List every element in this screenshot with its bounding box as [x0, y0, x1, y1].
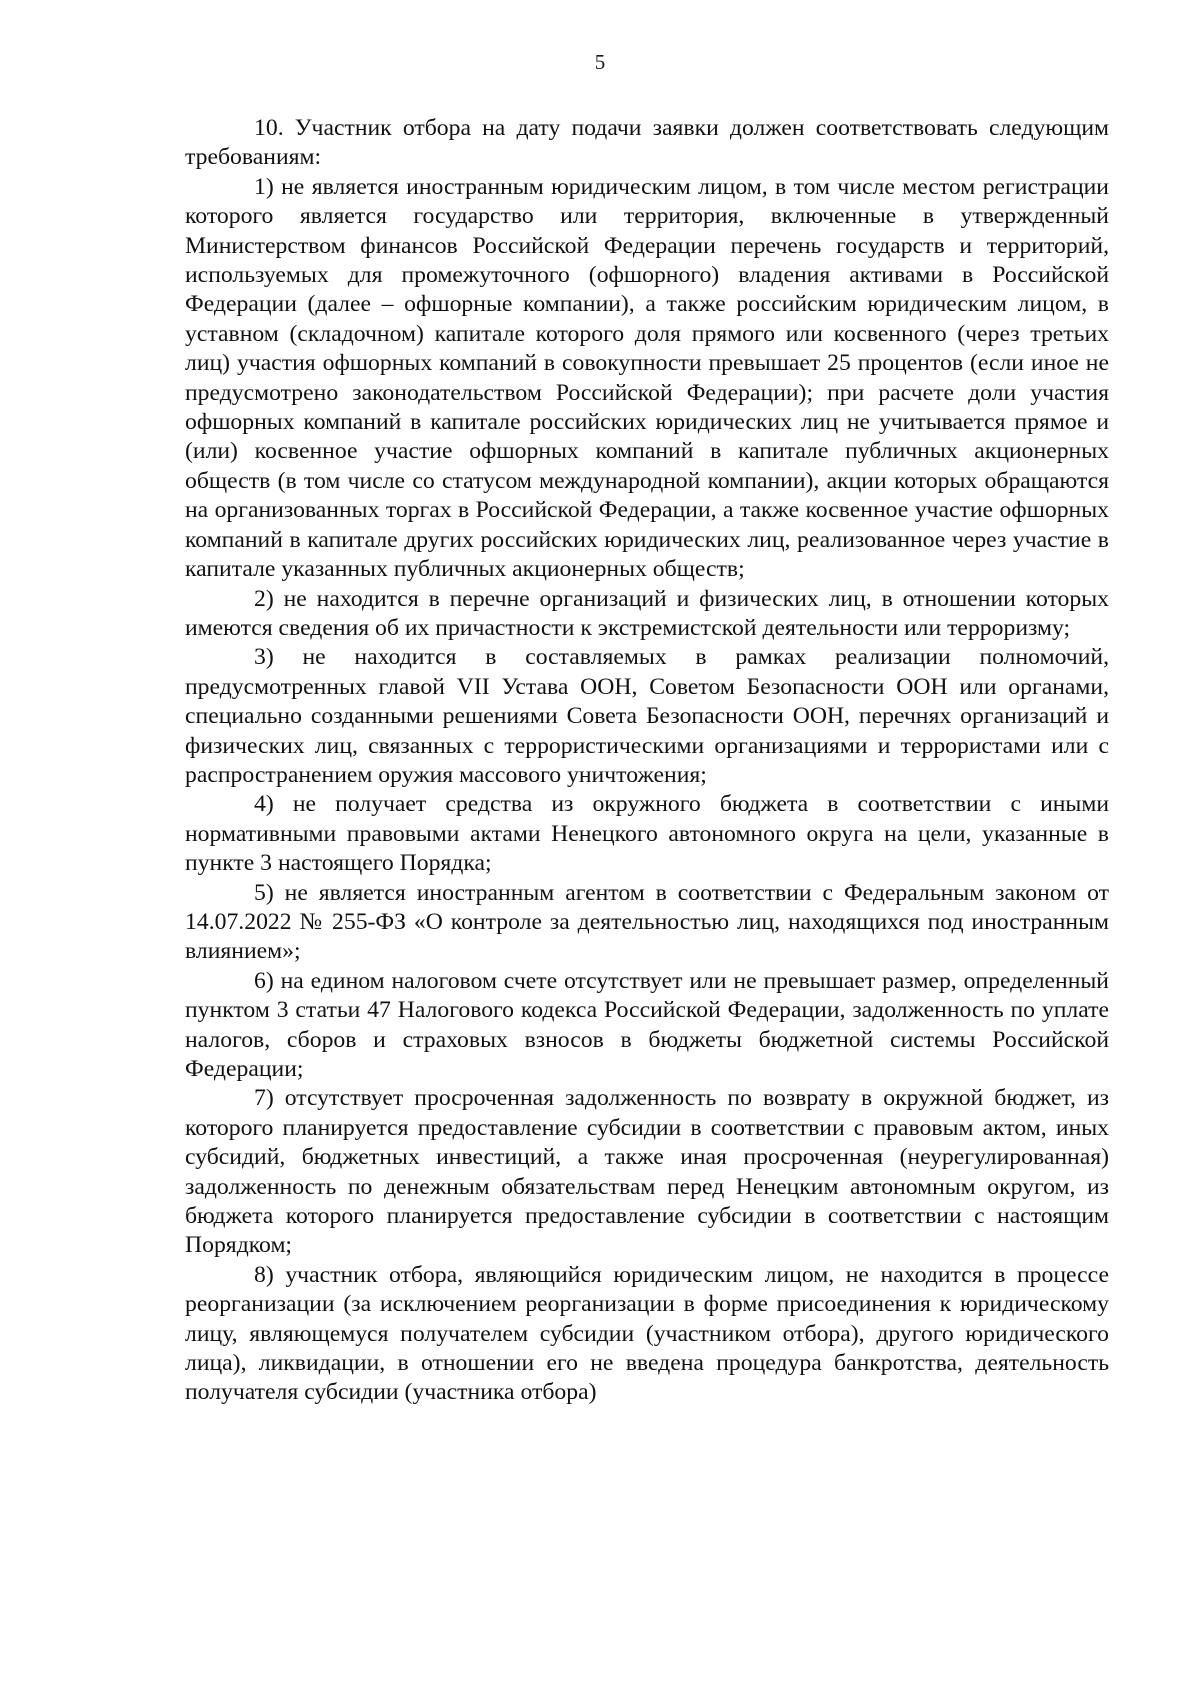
- paragraph-requirement-8: 8) участник отбора, являющийся юридическим лицом, не находится в процессе реорганизации (за исключением реорганизации в форме присоединения к юридическому лицу, являющемуся получателем субсидии (участником отбора), другого юридического лица), ликвидации, в отношении его не введена процедура банкротства, деятельность получателя субсидии (участника отбора): [185, 1261, 1109, 1406]
- paragraph-requirement-5: 5) не является иностранным агентом в соответствии с Федеральным законом от 14.07.2022 № 255-ФЗ «О контроле за деятельностью лиц, находящихся под иностранным влиянием»;: [185, 879, 1109, 965]
- document-body: [185, 114, 1109, 1408]
- paragraph-requirement-4: 4) не получает средства из окружного бюджета в соответствии с иными нормативными правовыми актами Ненецкого автономного округа на цели, указанные в пункте 3 настоящего Порядка;: [185, 791, 1109, 877]
- paragraph-requirement-6: 6) на едином налоговом счете отсутствует или не превышает размер, определенный пунктом 3 статьи 47 Налогового кодекса Российской Федерации, задолженность по уплате налогов, сборов и страховых взносов в бюджеты бюджетной системы Российской Федерации;: [185, 967, 1109, 1082]
- page-number: 5: [594, 50, 606, 74]
- paragraph-clause-10: 10. Участник отбора на дату подачи заявки должен соответствовать следующим требованиям:: [185, 115, 1109, 171]
- paragraph-requirement-7: 7) отсутствует просроченная задолженность по возврату в окружной бюджет, из которого планируется предоставление субсидии в соответствии с правовым актом, иных субсидий, бюджетных инвестиций, а также иная просроченная (неурегулированная) задолженность по денежным обязательствам перед Ненецким автономным округом, из бюджета которого планируется предоставление субсидии в соответствии с настоящим Порядком;: [185, 1085, 1109, 1259]
- paragraph-requirement-1: 1) не является иностранным юридическим лицом, в том числе местом регистрации которого является государство или территория, включенные в утвержденный Министерством финансов Российской Федерации перечень государств и территорий, используемых для промежуточного (офшорного) владения активами в Российской Федерации (далее – офшорные компании), а также российским юридическим лицом, в уставном (складочном) капитале которого доля прямого или косвенного (через третьих лиц) участия офшорных компаний в совокупности превышает 25 процентов (если иное не предусмотрено законодательством Российской Федерации); при расчете доли участия офшорных компаний в капитале российских юридических лиц не учитывается прямое и (или) косвенное участие офшорных компаний в капитале публичных акционерных обществ (в том числе со статусом международной компании), акции которых обращаются на организованных торгах в Российской Федерации, а также косвенное участие офшорных компаний в капитале других российских юридических лиц, реализованное через участие в капитале указанных публичных акционерных обществ;: [185, 173, 1109, 583]
- paragraph-requirement-2: 2) не находится в перечне организаций и физических лиц, в отношении которых имеются сведения об их причастности к экстремистской деятельности или терроризму;: [185, 585, 1109, 641]
- paragraph-requirement-3: 3) не находится в составляемых в рамках реализации полномочий, предусмотренных главой VII Устава ООН, Советом Безопасности ООН или органами, специально созданными решениями Совета Безопасности ООН, перечнях организаций и физических лиц, связанных с террористическими организациями и террористами или с распространением оружия массового уничтожения;: [185, 644, 1109, 788]
